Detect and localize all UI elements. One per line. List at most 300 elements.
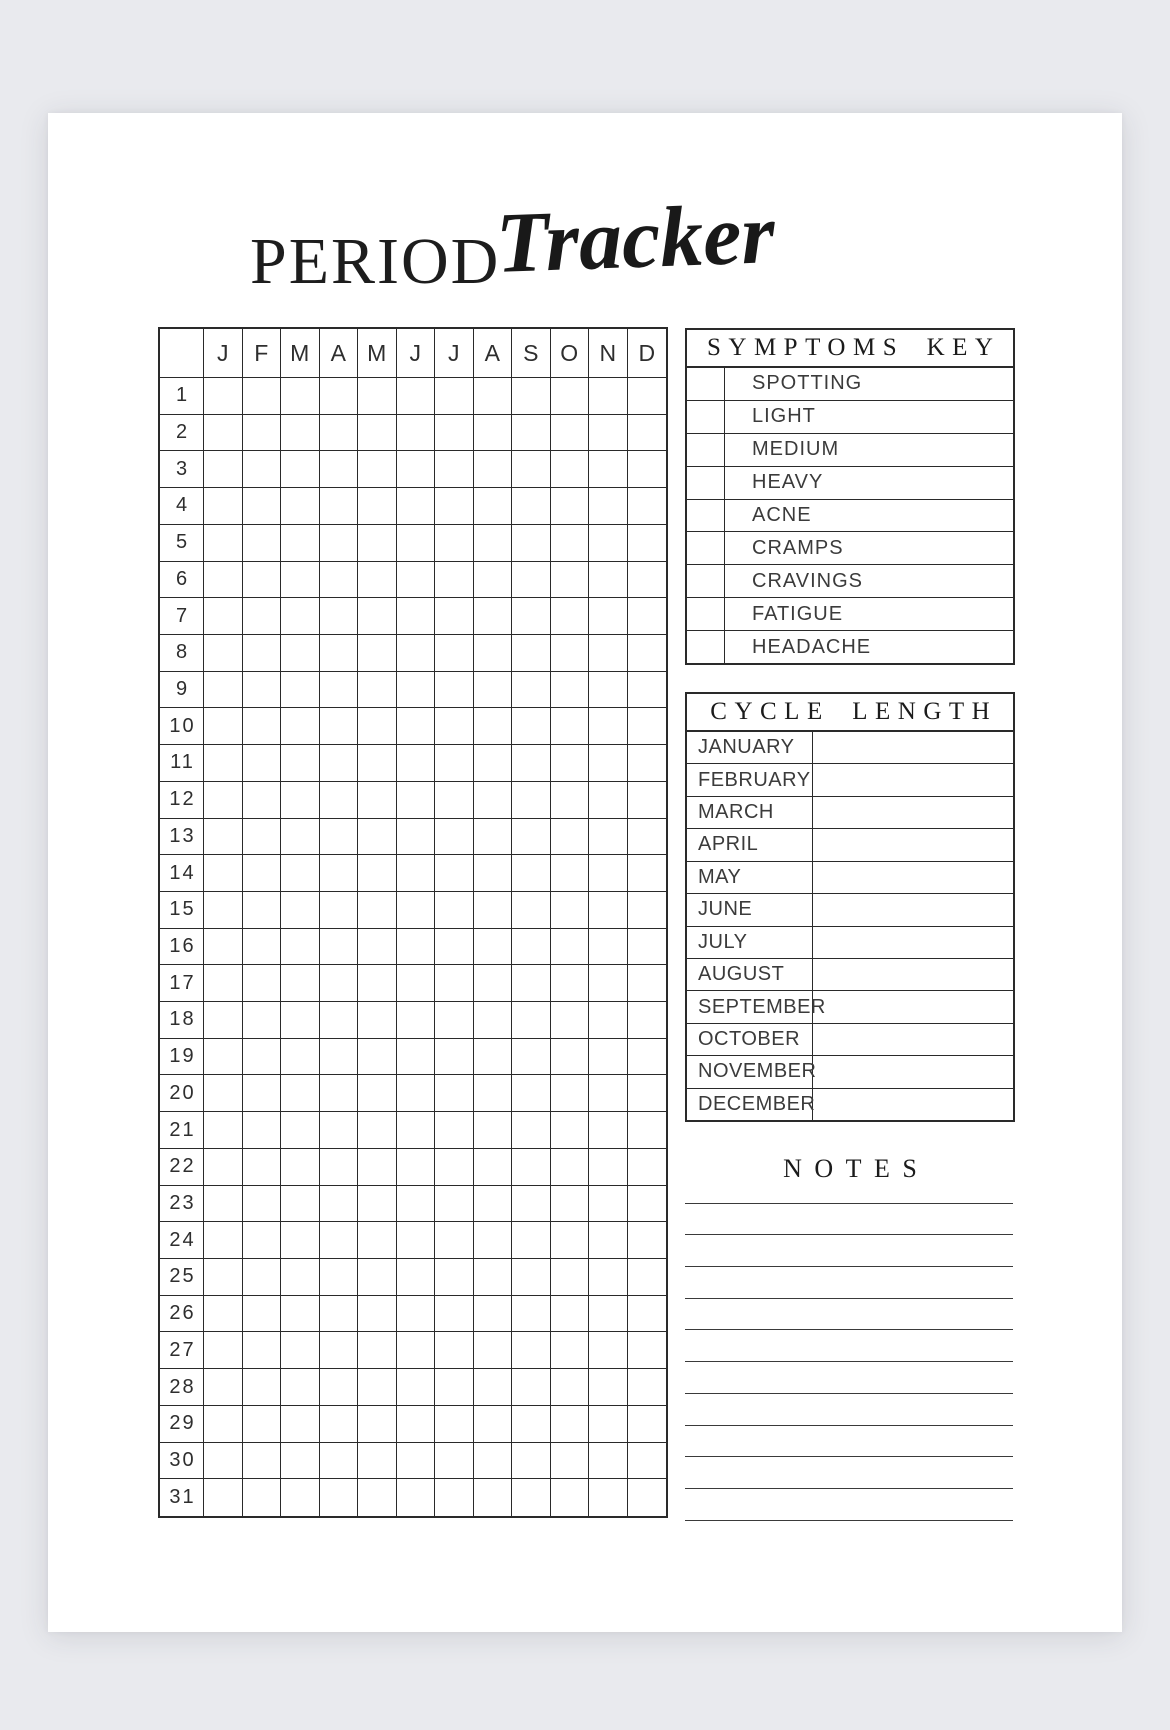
grid-mark-cell[interactable] bbox=[551, 378, 590, 415]
grid-mark-cell[interactable] bbox=[358, 782, 397, 819]
grid-mark-cell[interactable] bbox=[243, 672, 282, 709]
grid-mark-cell[interactable] bbox=[512, 1112, 551, 1149]
grid-mark-cell[interactable] bbox=[474, 415, 513, 452]
grid-mark-cell[interactable] bbox=[281, 1259, 320, 1296]
grid-mark-cell[interactable] bbox=[474, 1186, 513, 1223]
grid-mark-cell[interactable] bbox=[589, 598, 628, 635]
grid-mark-cell[interactable] bbox=[243, 378, 282, 415]
grid-mark-cell[interactable] bbox=[397, 745, 436, 782]
grid-mark-cell[interactable] bbox=[320, 598, 359, 635]
grid-mark-cell[interactable] bbox=[397, 1149, 436, 1186]
grid-mark-cell[interactable] bbox=[281, 378, 320, 415]
grid-mark-cell[interactable] bbox=[320, 1149, 359, 1186]
grid-mark-cell[interactable] bbox=[204, 562, 243, 599]
cycle-length-value-cell[interactable] bbox=[813, 927, 1013, 958]
cycle-length-value-cell[interactable] bbox=[813, 991, 1013, 1022]
grid-mark-cell[interactable] bbox=[320, 525, 359, 562]
grid-mark-cell[interactable] bbox=[512, 1222, 551, 1259]
grid-mark-cell[interactable] bbox=[204, 1002, 243, 1039]
grid-mark-cell[interactable] bbox=[358, 1296, 397, 1333]
symptom-checkbox-cell[interactable] bbox=[687, 368, 725, 400]
grid-mark-cell[interactable] bbox=[589, 672, 628, 709]
grid-mark-cell[interactable] bbox=[551, 598, 590, 635]
grid-mark-cell[interactable] bbox=[281, 1332, 320, 1369]
grid-mark-cell[interactable] bbox=[243, 1443, 282, 1480]
grid-mark-cell[interactable] bbox=[512, 1369, 551, 1406]
grid-mark-cell[interactable] bbox=[320, 1369, 359, 1406]
grid-mark-cell[interactable] bbox=[320, 1186, 359, 1223]
grid-mark-cell[interactable] bbox=[474, 1259, 513, 1296]
grid-mark-cell[interactable] bbox=[358, 1479, 397, 1516]
grid-mark-cell[interactable] bbox=[358, 635, 397, 672]
grid-mark-cell[interactable] bbox=[628, 1222, 667, 1259]
grid-mark-cell[interactable] bbox=[243, 1332, 282, 1369]
grid-mark-cell[interactable] bbox=[474, 819, 513, 856]
grid-mark-cell[interactable] bbox=[628, 782, 667, 819]
grid-mark-cell[interactable] bbox=[474, 929, 513, 966]
grid-mark-cell[interactable] bbox=[628, 892, 667, 929]
grid-mark-cell[interactable] bbox=[397, 965, 436, 1002]
grid-mark-cell[interactable] bbox=[628, 708, 667, 745]
grid-mark-cell[interactable] bbox=[204, 1369, 243, 1406]
grid-mark-cell[interactable] bbox=[628, 1259, 667, 1296]
grid-mark-cell[interactable] bbox=[435, 819, 474, 856]
grid-mark-cell[interactable] bbox=[320, 1222, 359, 1259]
grid-mark-cell[interactable] bbox=[474, 855, 513, 892]
grid-mark-cell[interactable] bbox=[551, 525, 590, 562]
cycle-length-value-cell[interactable] bbox=[813, 797, 1013, 828]
grid-mark-cell[interactable] bbox=[358, 672, 397, 709]
grid-mark-cell[interactable] bbox=[397, 1112, 436, 1149]
grid-mark-cell[interactable] bbox=[243, 1479, 282, 1516]
grid-mark-cell[interactable] bbox=[551, 1369, 590, 1406]
grid-mark-cell[interactable] bbox=[628, 488, 667, 525]
grid-mark-cell[interactable] bbox=[628, 1112, 667, 1149]
grid-mark-cell[interactable] bbox=[204, 1075, 243, 1112]
grid-mark-cell[interactable] bbox=[512, 1406, 551, 1443]
grid-mark-cell[interactable] bbox=[358, 819, 397, 856]
grid-mark-cell[interactable] bbox=[320, 1479, 359, 1516]
grid-mark-cell[interactable] bbox=[512, 488, 551, 525]
grid-mark-cell[interactable] bbox=[397, 451, 436, 488]
grid-mark-cell[interactable] bbox=[551, 855, 590, 892]
grid-mark-cell[interactable] bbox=[435, 1149, 474, 1186]
grid-mark-cell[interactable] bbox=[589, 1075, 628, 1112]
grid-mark-cell[interactable] bbox=[628, 1479, 667, 1516]
grid-mark-cell[interactable] bbox=[320, 488, 359, 525]
grid-mark-cell[interactable] bbox=[589, 745, 628, 782]
grid-mark-cell[interactable] bbox=[397, 819, 436, 856]
grid-mark-cell[interactable] bbox=[551, 451, 590, 488]
grid-mark-cell[interactable] bbox=[358, 708, 397, 745]
grid-mark-cell[interactable] bbox=[358, 929, 397, 966]
notes-line[interactable] bbox=[685, 1489, 1013, 1521]
grid-mark-cell[interactable] bbox=[358, 1259, 397, 1296]
grid-mark-cell[interactable] bbox=[474, 635, 513, 672]
grid-mark-cell[interactable] bbox=[204, 488, 243, 525]
grid-mark-cell[interactable] bbox=[397, 1075, 436, 1112]
notes-line[interactable] bbox=[685, 1394, 1013, 1426]
grid-mark-cell[interactable] bbox=[589, 451, 628, 488]
grid-mark-cell[interactable] bbox=[243, 782, 282, 819]
grid-mark-cell[interactable] bbox=[281, 855, 320, 892]
grid-mark-cell[interactable] bbox=[243, 1149, 282, 1186]
grid-mark-cell[interactable] bbox=[551, 782, 590, 819]
notes-line[interactable] bbox=[685, 1204, 1013, 1236]
grid-mark-cell[interactable] bbox=[512, 525, 551, 562]
grid-mark-cell[interactable] bbox=[320, 819, 359, 856]
grid-mark-cell[interactable] bbox=[628, 1369, 667, 1406]
grid-mark-cell[interactable] bbox=[435, 1002, 474, 1039]
grid-mark-cell[interactable] bbox=[551, 562, 590, 599]
grid-mark-cell[interactable] bbox=[435, 672, 474, 709]
grid-mark-cell[interactable] bbox=[397, 1259, 436, 1296]
notes-line[interactable] bbox=[685, 1330, 1013, 1362]
grid-mark-cell[interactable] bbox=[512, 819, 551, 856]
grid-mark-cell[interactable] bbox=[628, 378, 667, 415]
grid-mark-cell[interactable] bbox=[358, 1039, 397, 1076]
grid-mark-cell[interactable] bbox=[397, 1002, 436, 1039]
grid-mark-cell[interactable] bbox=[474, 451, 513, 488]
grid-mark-cell[interactable] bbox=[358, 1443, 397, 1480]
grid-mark-cell[interactable] bbox=[435, 782, 474, 819]
grid-mark-cell[interactable] bbox=[435, 635, 474, 672]
grid-mark-cell[interactable] bbox=[204, 1149, 243, 1186]
symptom-checkbox-cell[interactable] bbox=[687, 401, 725, 433]
grid-mark-cell[interactable] bbox=[589, 1149, 628, 1186]
grid-mark-cell[interactable] bbox=[589, 1002, 628, 1039]
grid-mark-cell[interactable] bbox=[512, 965, 551, 1002]
grid-mark-cell[interactable] bbox=[435, 415, 474, 452]
grid-mark-cell[interactable] bbox=[204, 1443, 243, 1480]
grid-mark-cell[interactable] bbox=[551, 708, 590, 745]
grid-mark-cell[interactable] bbox=[474, 1039, 513, 1076]
grid-mark-cell[interactable] bbox=[243, 1369, 282, 1406]
grid-mark-cell[interactable] bbox=[589, 782, 628, 819]
cycle-length-value-cell[interactable] bbox=[813, 1056, 1013, 1087]
grid-mark-cell[interactable] bbox=[551, 1332, 590, 1369]
grid-mark-cell[interactable] bbox=[474, 1075, 513, 1112]
grid-mark-cell[interactable] bbox=[435, 1296, 474, 1333]
grid-mark-cell[interactable] bbox=[320, 708, 359, 745]
grid-mark-cell[interactable] bbox=[628, 451, 667, 488]
grid-mark-cell[interactable] bbox=[397, 1296, 436, 1333]
grid-mark-cell[interactable] bbox=[320, 451, 359, 488]
cycle-length-value-cell[interactable] bbox=[813, 862, 1013, 893]
grid-mark-cell[interactable] bbox=[397, 1222, 436, 1259]
grid-mark-cell[interactable] bbox=[320, 892, 359, 929]
grid-mark-cell[interactable] bbox=[281, 1112, 320, 1149]
grid-mark-cell[interactable] bbox=[628, 1332, 667, 1369]
grid-mark-cell[interactable] bbox=[589, 1296, 628, 1333]
grid-mark-cell[interactable] bbox=[358, 1112, 397, 1149]
grid-mark-cell[interactable] bbox=[589, 562, 628, 599]
grid-mark-cell[interactable] bbox=[358, 1369, 397, 1406]
grid-mark-cell[interactable] bbox=[243, 415, 282, 452]
grid-mark-cell[interactable] bbox=[551, 929, 590, 966]
grid-mark-cell[interactable] bbox=[628, 1039, 667, 1076]
grid-mark-cell[interactable] bbox=[320, 1002, 359, 1039]
grid-mark-cell[interactable] bbox=[589, 1222, 628, 1259]
cycle-length-value-cell[interactable] bbox=[813, 829, 1013, 860]
grid-mark-cell[interactable] bbox=[435, 892, 474, 929]
grid-mark-cell[interactable] bbox=[397, 525, 436, 562]
grid-mark-cell[interactable] bbox=[512, 1479, 551, 1516]
grid-mark-cell[interactable] bbox=[281, 965, 320, 1002]
grid-mark-cell[interactable] bbox=[512, 1075, 551, 1112]
grid-mark-cell[interactable] bbox=[628, 562, 667, 599]
grid-mark-cell[interactable] bbox=[551, 488, 590, 525]
grid-mark-cell[interactable] bbox=[551, 892, 590, 929]
grid-mark-cell[interactable] bbox=[435, 1443, 474, 1480]
grid-mark-cell[interactable] bbox=[589, 1186, 628, 1223]
grid-mark-cell[interactable] bbox=[512, 415, 551, 452]
grid-mark-cell[interactable] bbox=[320, 1406, 359, 1443]
grid-mark-cell[interactable] bbox=[204, 819, 243, 856]
grid-mark-cell[interactable] bbox=[628, 1296, 667, 1333]
grid-mark-cell[interactable] bbox=[397, 1369, 436, 1406]
grid-mark-cell[interactable] bbox=[358, 1149, 397, 1186]
grid-mark-cell[interactable] bbox=[320, 672, 359, 709]
grid-mark-cell[interactable] bbox=[628, 1406, 667, 1443]
grid-mark-cell[interactable] bbox=[474, 708, 513, 745]
grid-mark-cell[interactable] bbox=[512, 1149, 551, 1186]
grid-mark-cell[interactable] bbox=[204, 378, 243, 415]
grid-mark-cell[interactable] bbox=[512, 598, 551, 635]
grid-mark-cell[interactable] bbox=[474, 745, 513, 782]
grid-mark-cell[interactable] bbox=[589, 1332, 628, 1369]
grid-mark-cell[interactable] bbox=[204, 1112, 243, 1149]
grid-mark-cell[interactable] bbox=[320, 415, 359, 452]
grid-mark-cell[interactable] bbox=[474, 525, 513, 562]
grid-mark-cell[interactable] bbox=[204, 1259, 243, 1296]
grid-mark-cell[interactable] bbox=[204, 1186, 243, 1223]
grid-mark-cell[interactable] bbox=[320, 1443, 359, 1480]
grid-mark-cell[interactable] bbox=[397, 782, 436, 819]
grid-mark-cell[interactable] bbox=[204, 892, 243, 929]
grid-mark-cell[interactable] bbox=[320, 1039, 359, 1076]
grid-mark-cell[interactable] bbox=[628, 965, 667, 1002]
grid-mark-cell[interactable] bbox=[243, 488, 282, 525]
grid-mark-cell[interactable] bbox=[512, 745, 551, 782]
grid-mark-cell[interactable] bbox=[551, 1479, 590, 1516]
grid-mark-cell[interactable] bbox=[243, 1222, 282, 1259]
grid-mark-cell[interactable] bbox=[243, 1002, 282, 1039]
symptom-checkbox-cell[interactable] bbox=[687, 467, 725, 499]
grid-mark-cell[interactable] bbox=[551, 1112, 590, 1149]
grid-mark-cell[interactable] bbox=[281, 1369, 320, 1406]
grid-mark-cell[interactable] bbox=[243, 1075, 282, 1112]
grid-mark-cell[interactable] bbox=[589, 488, 628, 525]
notes-line[interactable] bbox=[685, 1457, 1013, 1489]
grid-mark-cell[interactable] bbox=[358, 1002, 397, 1039]
grid-mark-cell[interactable] bbox=[628, 672, 667, 709]
grid-mark-cell[interactable] bbox=[512, 562, 551, 599]
cycle-length-value-cell[interactable] bbox=[813, 732, 1013, 763]
grid-mark-cell[interactable] bbox=[512, 708, 551, 745]
grid-mark-cell[interactable] bbox=[435, 1222, 474, 1259]
grid-mark-cell[interactable] bbox=[551, 1002, 590, 1039]
grid-mark-cell[interactable] bbox=[281, 1296, 320, 1333]
grid-mark-cell[interactable] bbox=[628, 819, 667, 856]
grid-mark-cell[interactable] bbox=[320, 929, 359, 966]
grid-mark-cell[interactable] bbox=[628, 415, 667, 452]
grid-mark-cell[interactable] bbox=[628, 598, 667, 635]
grid-mark-cell[interactable] bbox=[281, 672, 320, 709]
grid-mark-cell[interactable] bbox=[204, 1332, 243, 1369]
grid-mark-cell[interactable] bbox=[281, 1002, 320, 1039]
grid-mark-cell[interactable] bbox=[358, 488, 397, 525]
grid-mark-cell[interactable] bbox=[589, 1479, 628, 1516]
grid-mark-cell[interactable] bbox=[474, 1443, 513, 1480]
grid-mark-cell[interactable] bbox=[204, 929, 243, 966]
grid-mark-cell[interactable] bbox=[474, 782, 513, 819]
grid-mark-cell[interactable] bbox=[358, 1406, 397, 1443]
grid-mark-cell[interactable] bbox=[474, 1332, 513, 1369]
grid-mark-cell[interactable] bbox=[358, 378, 397, 415]
grid-mark-cell[interactable] bbox=[320, 1296, 359, 1333]
grid-mark-cell[interactable] bbox=[358, 1332, 397, 1369]
grid-mark-cell[interactable] bbox=[243, 1406, 282, 1443]
grid-mark-cell[interactable] bbox=[243, 1039, 282, 1076]
grid-mark-cell[interactable] bbox=[243, 929, 282, 966]
grid-mark-cell[interactable] bbox=[397, 892, 436, 929]
notes-line[interactable] bbox=[685, 1426, 1013, 1458]
grid-mark-cell[interactable] bbox=[435, 1479, 474, 1516]
grid-mark-cell[interactable] bbox=[243, 451, 282, 488]
grid-mark-cell[interactable] bbox=[204, 672, 243, 709]
grid-mark-cell[interactable] bbox=[281, 562, 320, 599]
grid-mark-cell[interactable] bbox=[435, 1075, 474, 1112]
grid-mark-cell[interactable] bbox=[551, 1222, 590, 1259]
grid-mark-cell[interactable] bbox=[358, 855, 397, 892]
grid-mark-cell[interactable] bbox=[435, 598, 474, 635]
grid-mark-cell[interactable] bbox=[243, 598, 282, 635]
grid-mark-cell[interactable] bbox=[474, 1406, 513, 1443]
grid-mark-cell[interactable] bbox=[589, 635, 628, 672]
grid-mark-cell[interactable] bbox=[551, 745, 590, 782]
grid-mark-cell[interactable] bbox=[281, 1443, 320, 1480]
grid-mark-cell[interactable] bbox=[474, 1002, 513, 1039]
notes-line[interactable] bbox=[685, 1362, 1013, 1394]
cycle-length-value-cell[interactable] bbox=[813, 1024, 1013, 1055]
grid-mark-cell[interactable] bbox=[589, 525, 628, 562]
grid-mark-cell[interactable] bbox=[397, 378, 436, 415]
grid-mark-cell[interactable] bbox=[589, 1039, 628, 1076]
grid-mark-cell[interactable] bbox=[397, 1186, 436, 1223]
grid-mark-cell[interactable] bbox=[551, 415, 590, 452]
grid-mark-cell[interactable] bbox=[512, 1296, 551, 1333]
grid-mark-cell[interactable] bbox=[358, 745, 397, 782]
grid-mark-cell[interactable] bbox=[243, 855, 282, 892]
grid-mark-cell[interactable] bbox=[435, 965, 474, 1002]
grid-mark-cell[interactable] bbox=[320, 378, 359, 415]
grid-mark-cell[interactable] bbox=[512, 1443, 551, 1480]
grid-mark-cell[interactable] bbox=[397, 562, 436, 599]
grid-mark-cell[interactable] bbox=[474, 488, 513, 525]
grid-mark-cell[interactable] bbox=[589, 1259, 628, 1296]
grid-mark-cell[interactable] bbox=[628, 635, 667, 672]
grid-mark-cell[interactable] bbox=[204, 1222, 243, 1259]
grid-mark-cell[interactable] bbox=[474, 965, 513, 1002]
grid-mark-cell[interactable] bbox=[589, 819, 628, 856]
notes-line[interactable] bbox=[685, 1172, 1013, 1204]
grid-mark-cell[interactable] bbox=[435, 855, 474, 892]
grid-mark-cell[interactable] bbox=[512, 782, 551, 819]
cycle-length-value-cell[interactable] bbox=[813, 764, 1013, 795]
grid-mark-cell[interactable] bbox=[397, 855, 436, 892]
grid-mark-cell[interactable] bbox=[358, 451, 397, 488]
grid-mark-cell[interactable] bbox=[397, 415, 436, 452]
grid-mark-cell[interactable] bbox=[397, 1332, 436, 1369]
grid-mark-cell[interactable] bbox=[281, 708, 320, 745]
grid-mark-cell[interactable] bbox=[628, 1186, 667, 1223]
grid-mark-cell[interactable] bbox=[281, 1479, 320, 1516]
grid-mark-cell[interactable] bbox=[474, 1222, 513, 1259]
grid-mark-cell[interactable] bbox=[281, 1149, 320, 1186]
grid-mark-cell[interactable] bbox=[204, 1479, 243, 1516]
grid-mark-cell[interactable] bbox=[512, 855, 551, 892]
grid-mark-cell[interactable] bbox=[243, 745, 282, 782]
grid-mark-cell[interactable] bbox=[589, 929, 628, 966]
grid-mark-cell[interactable] bbox=[589, 855, 628, 892]
grid-mark-cell[interactable] bbox=[281, 598, 320, 635]
grid-mark-cell[interactable] bbox=[551, 819, 590, 856]
grid-mark-cell[interactable] bbox=[551, 1296, 590, 1333]
grid-mark-cell[interactable] bbox=[204, 745, 243, 782]
grid-mark-cell[interactable] bbox=[358, 415, 397, 452]
grid-mark-cell[interactable] bbox=[512, 635, 551, 672]
grid-mark-cell[interactable] bbox=[204, 635, 243, 672]
grid-mark-cell[interactable] bbox=[512, 1332, 551, 1369]
grid-mark-cell[interactable] bbox=[512, 451, 551, 488]
grid-mark-cell[interactable] bbox=[320, 1259, 359, 1296]
grid-mark-cell[interactable] bbox=[320, 1075, 359, 1112]
grid-mark-cell[interactable] bbox=[512, 1002, 551, 1039]
grid-mark-cell[interactable] bbox=[358, 1075, 397, 1112]
grid-mark-cell[interactable] bbox=[551, 1186, 590, 1223]
grid-mark-cell[interactable] bbox=[512, 1259, 551, 1296]
symptom-checkbox-cell[interactable] bbox=[687, 532, 725, 564]
grid-mark-cell[interactable] bbox=[474, 378, 513, 415]
grid-mark-cell[interactable] bbox=[512, 1039, 551, 1076]
grid-mark-cell[interactable] bbox=[204, 965, 243, 1002]
grid-mark-cell[interactable] bbox=[551, 635, 590, 672]
grid-mark-cell[interactable] bbox=[204, 451, 243, 488]
grid-mark-cell[interactable] bbox=[204, 1406, 243, 1443]
grid-mark-cell[interactable] bbox=[512, 672, 551, 709]
grid-mark-cell[interactable] bbox=[281, 451, 320, 488]
grid-mark-cell[interactable] bbox=[628, 525, 667, 562]
grid-mark-cell[interactable] bbox=[204, 1296, 243, 1333]
grid-mark-cell[interactable] bbox=[628, 1149, 667, 1186]
grid-mark-cell[interactable] bbox=[435, 708, 474, 745]
grid-mark-cell[interactable] bbox=[474, 1149, 513, 1186]
grid-mark-cell[interactable] bbox=[551, 1406, 590, 1443]
grid-mark-cell[interactable] bbox=[512, 378, 551, 415]
notes-line[interactable] bbox=[685, 1235, 1013, 1267]
notes-line[interactable] bbox=[685, 1299, 1013, 1331]
grid-mark-cell[interactable] bbox=[243, 819, 282, 856]
grid-mark-cell[interactable] bbox=[320, 745, 359, 782]
grid-mark-cell[interactable] bbox=[474, 1479, 513, 1516]
grid-mark-cell[interactable] bbox=[435, 488, 474, 525]
grid-mark-cell[interactable] bbox=[628, 855, 667, 892]
grid-mark-cell[interactable] bbox=[204, 855, 243, 892]
grid-mark-cell[interactable] bbox=[204, 415, 243, 452]
grid-mark-cell[interactable] bbox=[281, 819, 320, 856]
grid-mark-cell[interactable] bbox=[512, 1186, 551, 1223]
